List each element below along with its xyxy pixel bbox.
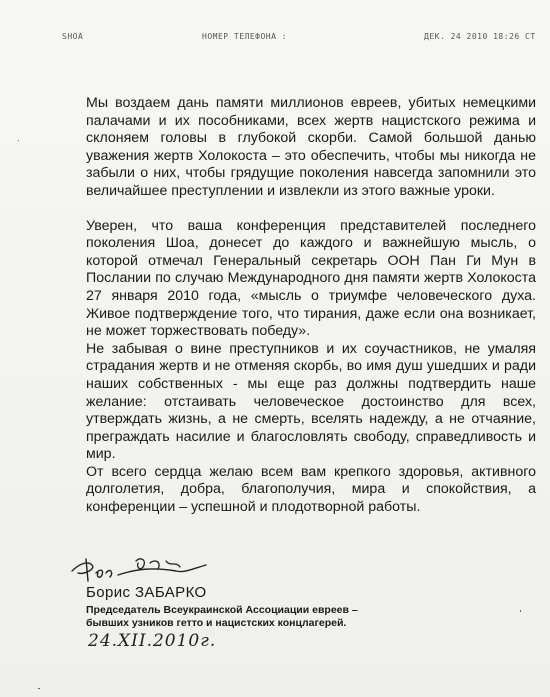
paragraph-4: От всего сердца желаю всем вам крепкого здоровья, активного долголетия, добра, благополучия, мира и спокойствия, а конференции – успешной и плодотворной работы. bbox=[86, 463, 536, 516]
paragraph-1: Мы воздаем дань памяти миллионов евреев, убитых немецкими палачами и их пособниками, всех жертв нацистского режима и склоняем головы в глубокой скорби. Самой большой данью уважения жертв Холокоста – это обеспечить, чтобы мы никогда не забыли о них, чтобы грядущие поколения навсегда запомнили это величайшее преступлении и извлекли из этого важные уроки. bbox=[86, 95, 536, 199]
scan-speck bbox=[38, 688, 40, 689]
fax-phone-label: НОМЕР ТЕЛЕФОНА : bbox=[202, 32, 288, 41]
scan-speck bbox=[520, 610, 521, 612]
fax-header bbox=[0, 32, 550, 46]
handwritten-signature bbox=[66, 551, 216, 585]
signer-title: Председатель Всеукраинской Ассоциации евреев – бывших узников гетто и нацистских концлагерей. bbox=[86, 604, 358, 629]
paragraph-3: Не забывая о вине преступников и их соучастников, не умаляя страдания жертв и не отменяя скорбь, во имя душ ушедших и ради наших собственных - мы еще раз должны подтвердить наше желание: отстаивать человеческое достоинство для всех, утверждать жизнь, а не смерть, вселять надежду, а не отчаяние, преграждать насилие и благословлять свободу, справедливость и мир. bbox=[86, 340, 536, 463]
signer-name: Борис ЗАБАРКО bbox=[86, 584, 207, 601]
scan-speck bbox=[18, 140, 19, 141]
fax-sender: SHOA bbox=[62, 32, 84, 41]
letter-body bbox=[86, 95, 536, 517]
handwritten-date: 24.XII.2010г. bbox=[88, 631, 217, 651]
paragraph-2: Уверен, что ваша конференция представителей последнего поколения Шоа, донесет до каждого и важнейшую мысль, о которой отмечал Генеральный секретарь ООН Пан Ги Мун в Послании по случаю Международного дня памяти жертв Холокоста 27 января 2010 года, «мысль о триумфе человеческого духа. Живое подтверждение того, что тирания, даже если она возникает, не может торжествовать победу». bbox=[86, 217, 536, 340]
fax-date-time: ДЕК. 24 2010 18:26 СТ bbox=[424, 32, 536, 41]
